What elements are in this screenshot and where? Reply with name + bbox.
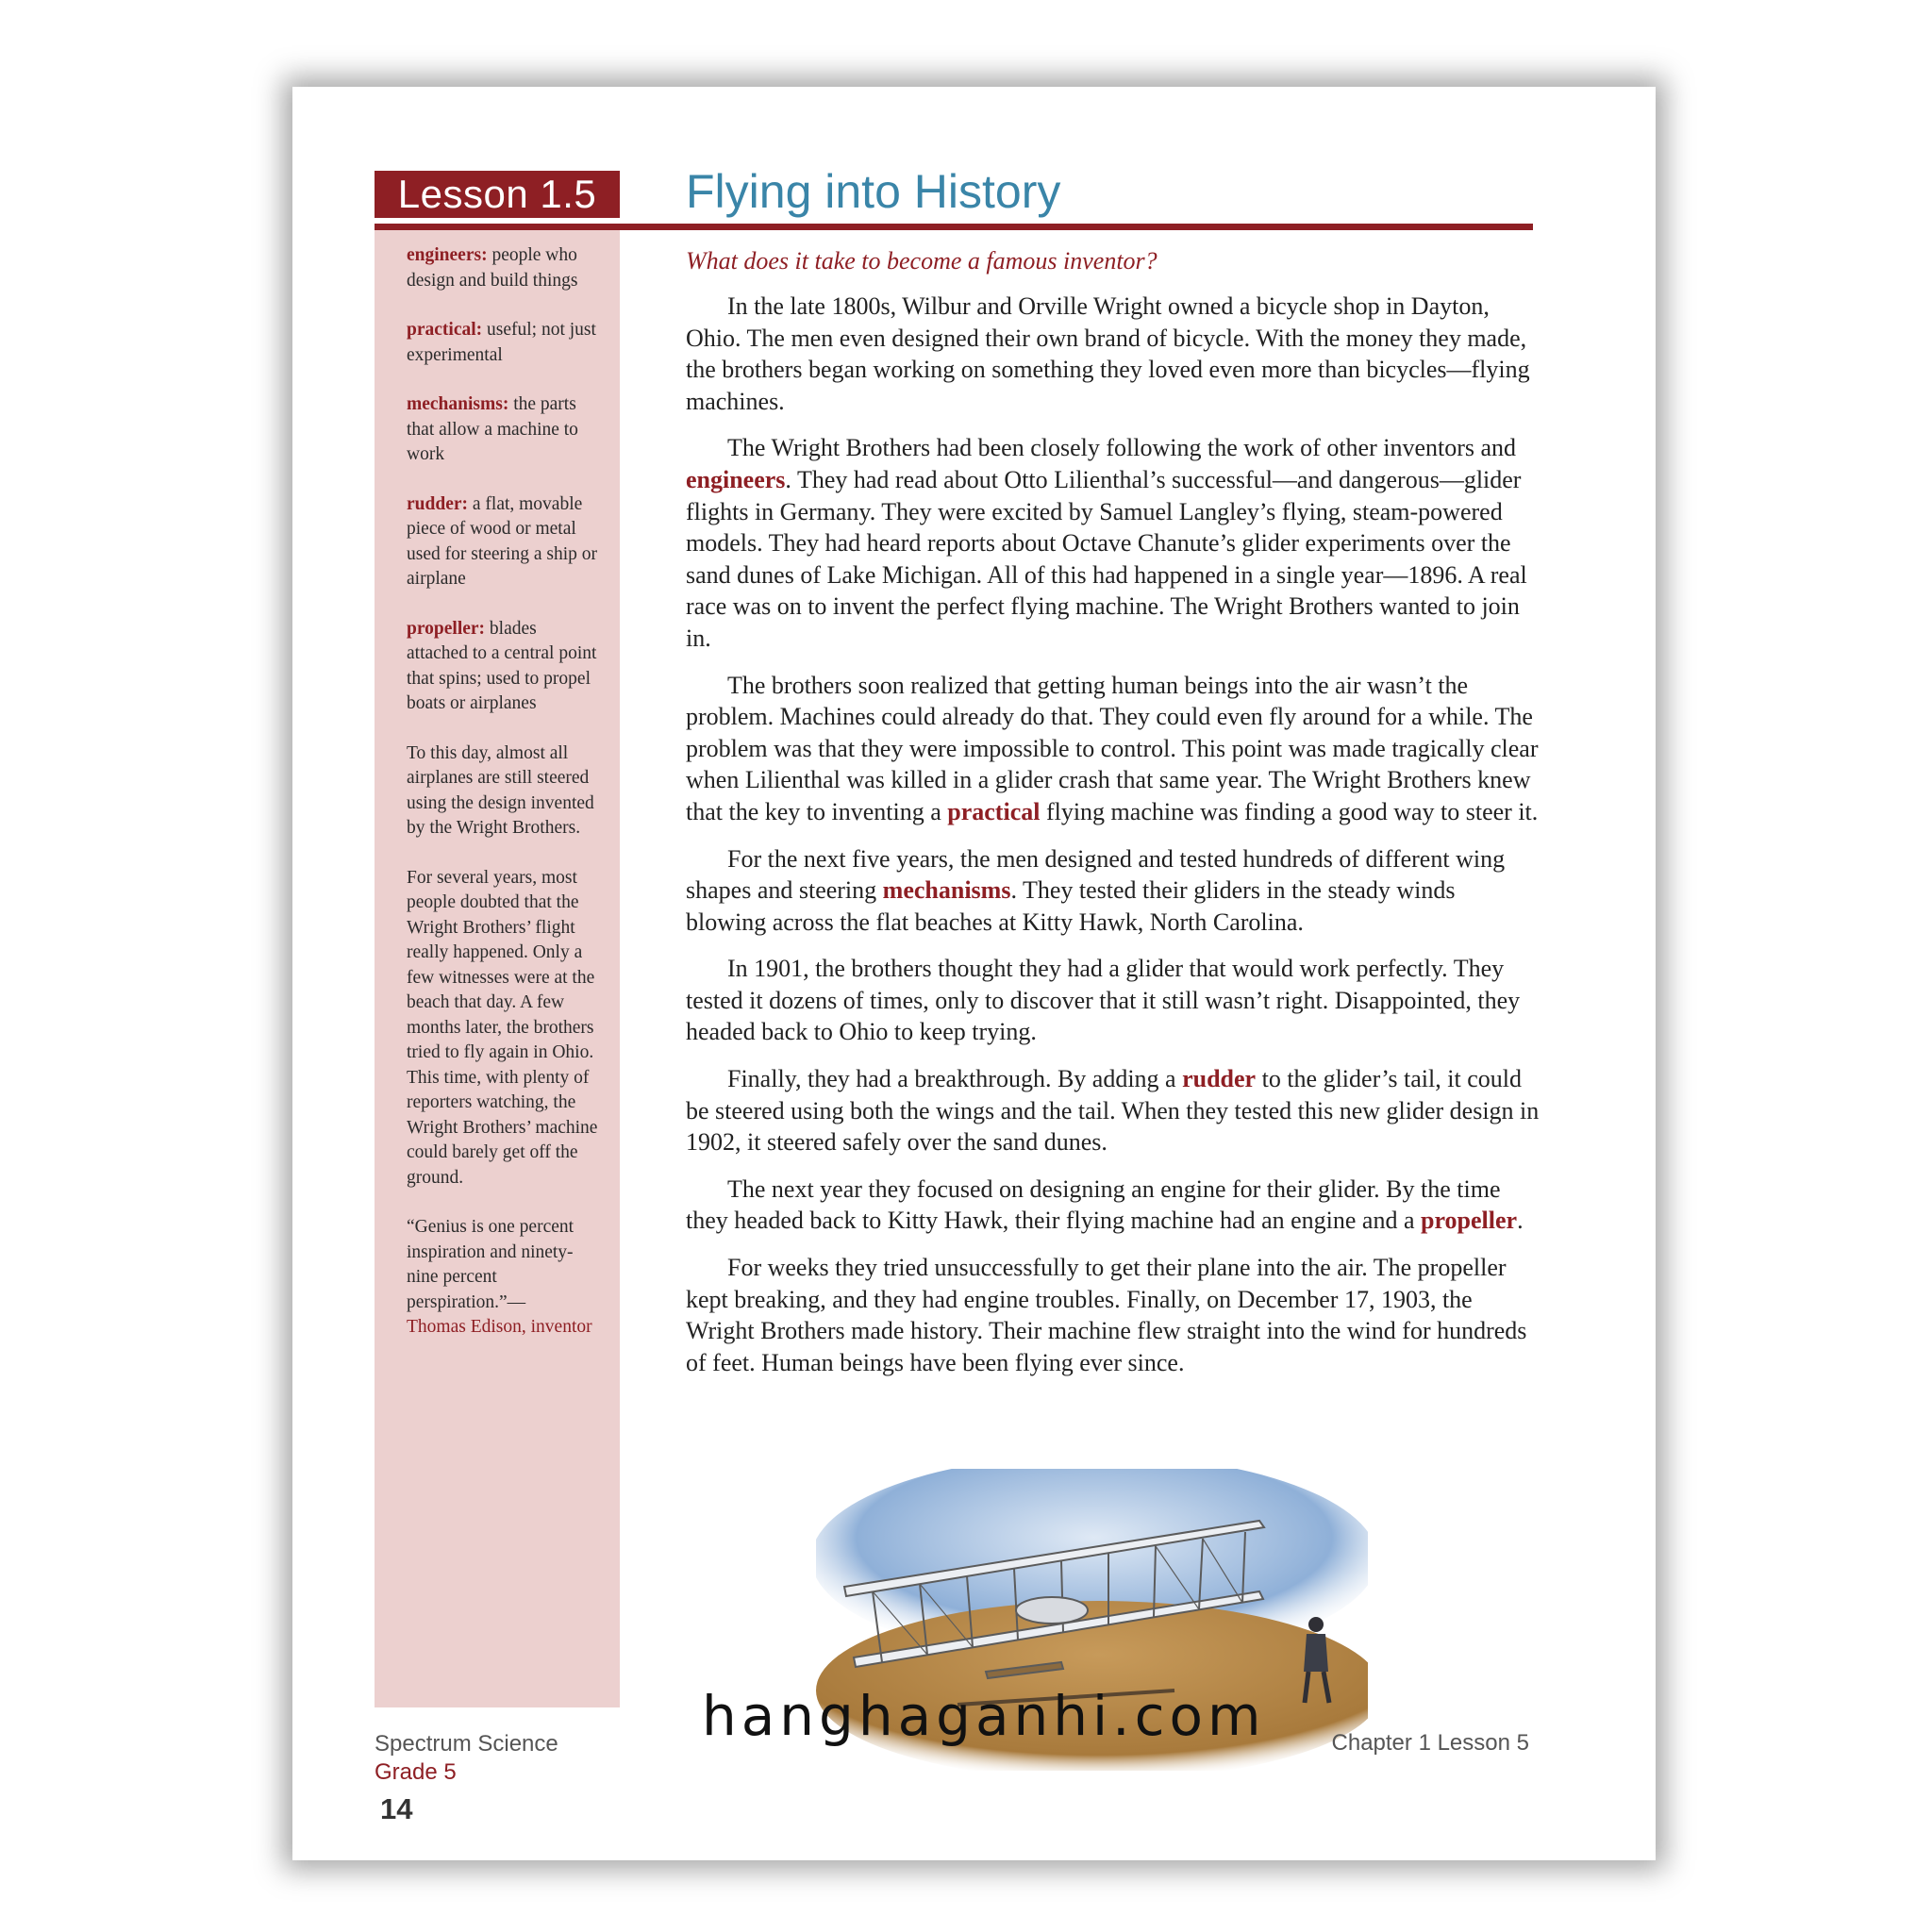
- paragraph: In the late 1800s, Wilbur and Orville Wright owned a bicycle shop in Dayton, Ohio. The men even designed their own brand of bicycle. With the money they made, the brothers began working on something they loved even more than bicycles—flying machines.: [686, 292, 1530, 415]
- quote-text: “Genius is one percent inspiration and ninety-nine percent perspiration.”—: [407, 1217, 575, 1312]
- definition-term: practical:: [407, 320, 483, 340]
- vocab-term: engineers: [686, 465, 786, 493]
- paragraph: [686, 670, 1540, 828]
- vocab-term: practical: [947, 797, 1041, 825]
- definition-text: the parts that allow a machine to work: [407, 394, 578, 464]
- paragraph-text: The Wright Brothers had been closely following the work of other inventors and: [727, 434, 1517, 462]
- paragraph-text: For the next five years, the men designed and tested hundreds of different wing shapes and steering: [686, 844, 1506, 905]
- definition-term: engineers:: [407, 245, 488, 265]
- sidebar-fact: To this day, almost all airplanes are still steered using the design invented by the Wright Brothers.: [407, 742, 594, 838]
- definition-text: blades attached to a central point that spins; used to propel boats or airplanes: [407, 618, 597, 713]
- page-number: 14: [380, 1792, 413, 1825]
- quote-attribution: Thomas Edison, inventor: [407, 1317, 592, 1337]
- definition-text: useful; not just experimental: [407, 320, 596, 365]
- paragraph-text: to the glider’s tail, it could be steered using both the wings and the tail. When they tested this new glider design in 1902, it steered safely over the sand dunes.: [686, 1065, 1540, 1157]
- book-title: Spectrum Science: [375, 1731, 558, 1757]
- sidebar-quote: [407, 1215, 600, 1341]
- paragraph: [686, 1174, 1540, 1237]
- definition-text: a flat, movable piece of wood or metal used for steering a ship or airplane: [407, 493, 597, 589]
- paragraph: [686, 1063, 1540, 1158]
- sidebar-fact: For several years, most people doubted that the Wright Brothers’ flight really happened. Only a few witnesses were at the beach that day. A few months later, the brothers tried to fly again in Ohio. This time, with plenty of reporters watching, the Wright Brothers’ machine could barely get off the ground.: [407, 867, 598, 1188]
- definition-term: mechanisms:: [407, 394, 509, 414]
- definition-mechanisms: [407, 392, 600, 468]
- reading-passage: [686, 245, 1540, 1393]
- paragraph: For weeks they tried unsuccessfully to get their plane into the air. The propeller kept breaking, and they had engine troubles. Finally, on December 17, 1903, the Wright Brothers made history. Their machine flew straight into the wind for hundreds of feet. Human beings have been flying ever since.: [686, 1254, 1527, 1376]
- paragraph-text: . They had read about Otto Lilienthal’s successful—and dangerous—glider flights in Germany. They were excited by Samuel Langley’s flying, steam-powered models. They had heard reports about Octave Chanute’s glider experiments over the sand dunes of Lake Michigan. All of this had happened in a single year—1896. A real race was on to invent the perfect flying machine. The Wright Brothers wanted to join in.: [686, 465, 1527, 652]
- paragraph: [686, 432, 1540, 654]
- paragraph-text: The brothers soon realized that getting human beings into the air wasn’t the problem. Machines could already do that. They could even fly around for a while. The problem was that they were impossible to control. This point was made tragically clear when Lilienthal was killed in a glider crash that same year. The Wright Brothers knew that the key to inventing a: [686, 671, 1539, 825]
- definition-propeller: [407, 617, 600, 717]
- definition-rudder: [407, 492, 600, 592]
- vocab-term: mechanisms: [882, 876, 1011, 905]
- paragraph-text: The next year they focused on designing an engine for their glider. By the time they headed back to Kitty Hawk, their flying machine had an engine and a: [686, 1174, 1501, 1235]
- definition-practical: [407, 318, 600, 368]
- grade-level: Grade 5: [375, 1759, 457, 1785]
- paragraph: [686, 843, 1540, 939]
- paragraph-text: .: [1517, 1207, 1524, 1235]
- workbook-page: [292, 87, 1656, 1860]
- definition-text: people who design and build things: [407, 245, 578, 291]
- definition-term: propeller:: [407, 618, 486, 639]
- footer-book-info: [375, 1730, 558, 1787]
- paragraph-text: . They tested their gliders in the steady winds blowing across the flat beaches at Kitty Hawk, North Carolina.: [686, 876, 1456, 936]
- definition-engineers: [407, 243, 600, 293]
- guiding-question: What does it take to become a famous inventor?: [686, 247, 1158, 275]
- vocabulary-sidebar: [375, 230, 620, 1707]
- title-divider: [375, 224, 1533, 230]
- watermark: hanghaganhi.com: [702, 1684, 1266, 1748]
- vocab-term: propeller: [1421, 1207, 1518, 1235]
- sidebar-content: [407, 243, 600, 1365]
- paragraph: In 1901, the brothers thought they had a glider that would work perfectly. They tested it dozens of times, only to discover that it still wasn’t right. Disappointed, they headed back to Ohio to keep trying.: [686, 955, 1521, 1046]
- definition-term: rudder:: [407, 493, 468, 514]
- vocab-term: rudder: [1182, 1065, 1257, 1093]
- chapter-label: Chapter 1 Lesson 5: [1331, 1730, 1529, 1756]
- paragraph-text: flying machine was finding a good way to steer it.: [1040, 797, 1539, 825]
- paragraph-text: Finally, they had a breakthrough. By adding a: [727, 1065, 1183, 1093]
- page-title: Flying into History: [686, 165, 1061, 218]
- lesson-label: Lesson 1.5: [375, 171, 620, 218]
